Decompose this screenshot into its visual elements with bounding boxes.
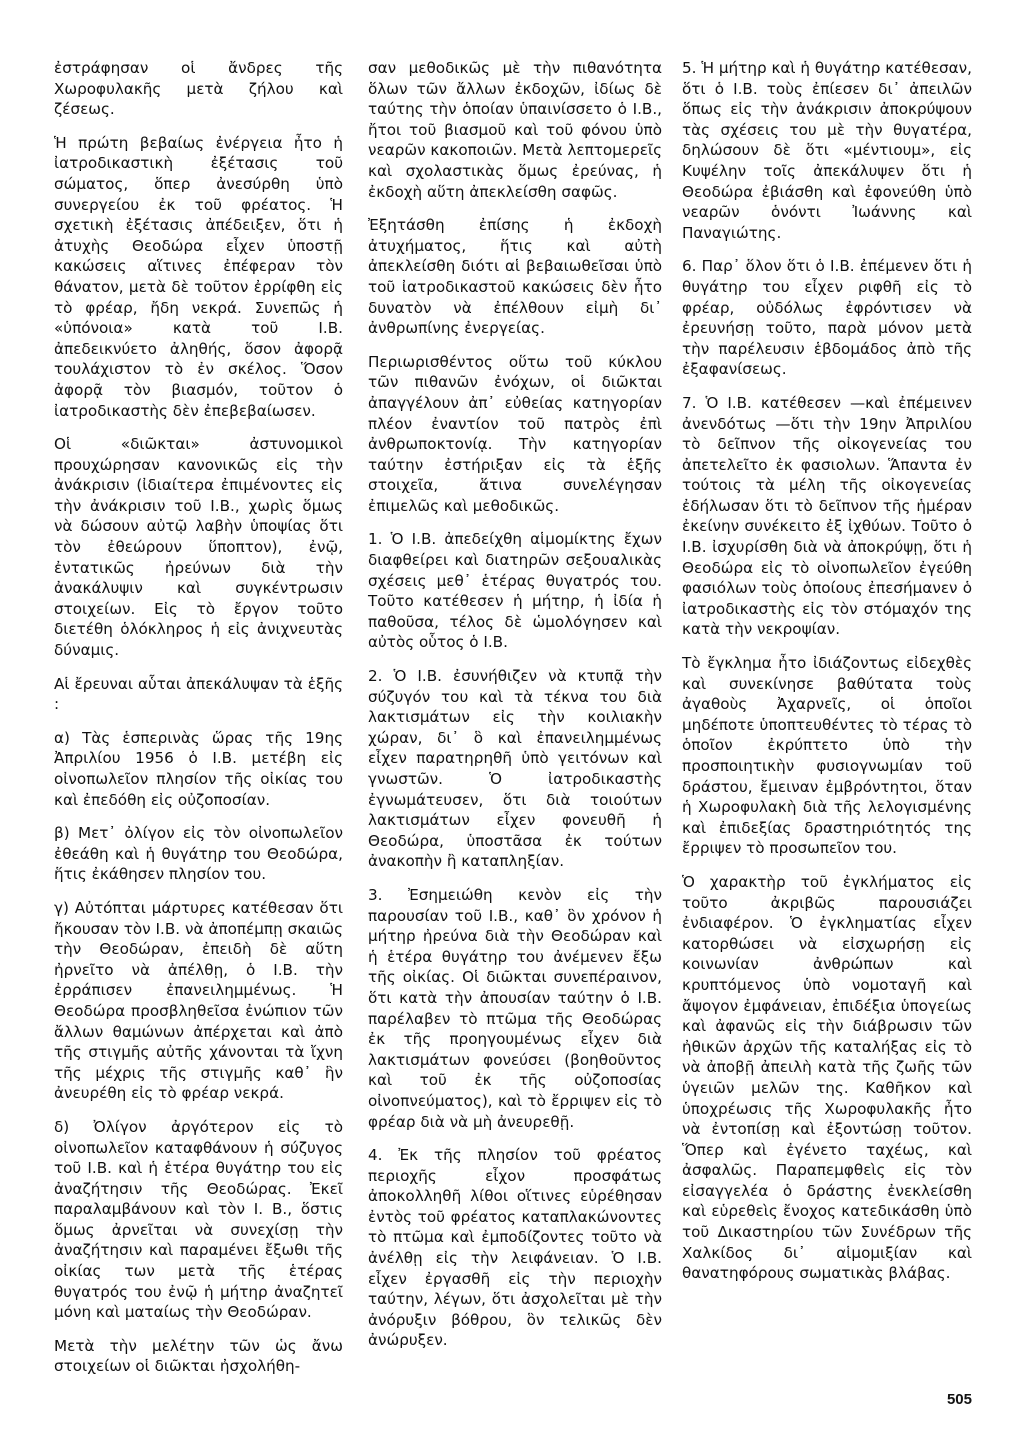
paragraph: σαν μεθοδικῶς μὲ τὴν πιθανότητα ὅλων τῶν ἄλλων ἐκδοχῶν, ἰδίως δὲ ταύτης τὴν ὁποίαν ὑπαινίσσετο ὁ Ι.Β., ἤτοι τοῦ βιασμοῦ καὶ τοῦ φόνου ὑπὸ νεαρῶν κακοποιῶν. Μετὰ λεπτομερεῖς καὶ σχολαστικὰς ὅμως ἐρεύνας, ἡ ἐκδοχὴ αὕτη ἀπεκλείσθη σαφῶς. bbox=[368, 59, 662, 201]
paragraph: δ) Ὀλίγον ἀργότερον εἰς τὸ οἰνοπωλεῖον καταφθάνουν ἡ σύζυγος τοῦ Ι.Β. καὶ ἡ ἑτέρα θυγάτηρ του εἰς ἀναζήτησιν τῆς Θεοδώρας. Ἐκεῖ παραλαμβάνουν καὶ τὸν Ι. Β., ὅστις ὅμως ἀρνεῖται νὰ συνεχίσῃ τὴν ἀναζήτησιν καὶ παραμένει ἔξωθι τῆς οἰκίας των μετὰ τῆς ἑτέρας θυγατρός του ἐνῷ ἡ μήτηρ ἀναζητεῖ μόνη καὶ ματαίως τὴν Θεοδώραν. bbox=[54, 1117, 343, 1322]
paragraph: 1. Ὁ Ι.Β. ἀπεδείχθη αἱμομίκτης ἔχων διαφθείρει καὶ διατηρῶν σεξουαλικὰς σχέσεις μεθ᾽ ἑτέρας θυγατρός του. Τοῦτο κατέθεσεν ἡ μήτηρ, ἡ ἰδία ἡ παθοῦσα, τέλος δὲ ὡμολόγησεν καὶ αὐτὸς οὗτος ὁ Ι.Β. bbox=[368, 530, 662, 652]
paragraph: β) Μετ᾽ ὀλίγον εἰς τὸν οἰνοπωλεῖον ἐθεάθη καὶ ἡ θυγάτηρ του Θεοδώρα, ἥτις ἐκάθησεν πλησίον του. bbox=[54, 824, 343, 884]
paragraph: 2. Ὁ Ι.Β. ἐσυνήθιζεν νὰ κτυπᾷ τὴν σύζυγόν του καὶ τὰ τέκνα του διὰ λακτισμάτων εἰς τὴν κοιλιακὴν χώραν, δι᾽ ὃ καὶ ἐπανειλημμένως εἶχεν παρατηρηθῆ ὑπὸ γειτόνων καὶ γνωστῶν. Ὁ ἰατροδικαστὴς ἐγνωμάτευσεν, ὅτι διὰ τοιούτων λακτισμάτων εἶχεν φονευθῆ ἡ Θεοδώρα, ὑποστᾶσα ἐκ τούτων ἀνακοπὴν ἢ καταπληξίαν. bbox=[368, 667, 662, 871]
paragraph: Ὁ χαρακτὴρ τοῦ ἐγκλήματος εἰς τοῦτο ἀκριβῶς παρουσιάζει ἐνδιαφέρον. Ὁ ἐγκληματίας εἶχεν κατορθώσει νὰ εἰσχωρήσῃ εἰς κοινωνίαν ἀνθρώπων καὶ κρυπτόμενος ὑπὸ νομοταγῆ καὶ ἄψογον ἐμφάνειαν, ἐπιδέξια ὑπογείως καὶ ἀφανῶς εἰς τὴν διάβρωσιν τῶν ἠθικῶν ἀρχῶν τῆς καταλήξας εἰς τὸ νὰ ἀποβῇ ἀπειλὴ κατὰ τῆς ζωῆς τῶν ὑγειῶν μελῶν της. Καθῆκον καὶ ὑποχρέωσις τῆς Χωροφυλακῆς ἦτο νὰ ἐντοπίσῃ καὶ ἐξοντώσῃ τοῦτον. Ὅπερ καὶ ἐγένετο ταχέως, καὶ ἀσφαλῶς. Παραπεμφθεὶς εἰς τὸν εἰσαγγελέα ὁ δράστης ἐνεκλείσθη καὶ εὑρεθεὶς ἔνοχος κατεδικάσθη ὑπὸ τοῦ Δικαστηρίου τῶν Συνέδρων τῆς Χαλκίδος δι᾽ αἱμομιξίαν καὶ θανατηφόρους σωματικὰς βλάβας. bbox=[682, 872, 972, 1283]
page-number: 505 bbox=[946, 1391, 972, 1408]
paragraph: 5. Ἡ μήτηρ καὶ ἡ θυγάτηρ κατέθεσαν, ὅτι ὁ Ι.Β. τοὺς ἐπίεσεν δι᾽ ἀπειλῶν ὅπως εἰς τὴν ἀνάκρισιν ἀποκρύψουν τὰς σχέσεις του μὲ τὴν θυγατέρα, δηλώσουν δὲ ὅτι «μέντιουμ», εἰς Κυψέλην τοῖς ἀπεκάλυψεν ὅτι ἡ Θεοδώρα ἐβιάσθη καὶ ἐφονεύθη ὑπὸ νεαρῶν ὁνόντι Ἰωάννης καὶ Παναγιώτης. bbox=[682, 59, 972, 242]
paragraph: ἐστράφησαν οἱ ἄνδρες τῆς Χωροφυλακῆς μετὰ ζήλου καὶ ζέσεως. bbox=[54, 59, 343, 119]
text-column-3 bbox=[682, 58, 972, 1297]
paragraph: 3. Ἐσημειώθη κενὸν εἰς τὴν παρουσίαν τοῦ Ι.Β., καθ᾽ ὃν χρόνον ἡ μήτηρ ἠρεύνα διὰ τὴν Θεοδώραν καὶ ἡ ἑτέρα θυγάτηρ του ἀνέμενεν ἔξω τῆς οἰκίας. Οἱ διῶκται συνεπέραινον, ὅτι κατὰ τὴν ἀπουσίαν ταύτην ὁ Ι.Β. παρέλαβεν τὸ πτῶμα τῆς Θεοδώρας ἐκ τῆς προηγουμένως εἶχεν διὰ λακτισμάτων φονεύσει (βοηθοῦντος καὶ τοῦ ἐκ τῆς οὐζοποσίας οἰνοπνεύματος), καὶ τὸ ἔρριψεν εἰς τὸ φρέαρ διὰ νὰ μὴ ἀνευρεθῇ. bbox=[368, 885, 662, 1131]
paragraph: 7. Ὁ Ι.Β. κατέθεσεν —καὶ ἐπέμεινεν ἀνενδότως —ὅτι τὴν 19ην Ἀπριλίου τὸ δεῖπνον τῆς οἰκογενείας του ἀπετελεῖτο ἐκ φασιολων. Ἅπαντα ἐν τούτοις τὰ μέλη τῆς οἰκογενείας ἐδήλωσαν ὅτι τὸ δεῖπνον τῆς ἡμέραν ἐκείνην συνέκειτο ἐξ ἰχθύων. Τοῦτο ὁ Ι.Β. ἰσχυρίσθη διὰ νὰ ἀποκρύψῃ, ὅτι ἡ Θεοδώρα εἰς τὸ οἰνοπωλεῖον ἐγεύθη φασιόλων τοὺς ὁποίους ἐπεσήμανεν ὁ ἰατροδικαστὴς εἰς τὸν στόμαχόν της κατὰ τὴν νεκροψίαν. bbox=[682, 393, 972, 639]
paragraph: Ἐξητάσθη ἐπίσης ἡ ἐκδοχὴ ἀτυχήματος, ἥτις καὶ αὐτὴ ἀπεκλείσθη διότι αἱ βεβαιωθεῖσαι ὑπὸ τοῦ ἰατροδικαστοῦ κακώσεις δὲν ἦτο δυνατὸν νὰ ἐπέλθουν εἰμὴ δι᾽ ἀνθρωπίνης ἐνεργείας. bbox=[368, 216, 662, 338]
paragraph: Οἱ «διῶκται» ἀστυνομικοὶ προυχώρησαν κανονικῶς εἰς τὴν ἀνάκρισιν (ἰδιαίτερα ἐπιμένοντες εἰς τὴν ἀνάκρισιν τοῦ Ι.Β., χωρὶς ὅμως νὰ δώσουν αὐτῷ λαβὴν ὑποψίας ὅτι τὸν ἐθεώρουν ὕποπτον), ἐνῷ, ἐντατικῶς ἠρεύνων διὰ τὴν ἀνακάλυψιν καὶ συγκέντρωσιν στοιχείων. Εἰς τὸ ἔργον τοῦτο διετέθη ὁλόκληρος ἡ εἰς ἀνιχνευτὰς δύναμις. bbox=[54, 435, 343, 660]
paragraph: Αἱ ἔρευναι αὗται ἀπεκάλυψαν τὰ ἑξῆς : bbox=[54, 674, 343, 714]
paragraph: γ) Αὐτόπται μάρτυρες κατέθεσαν ὅτι ἤκουσαν τὸν Ι.Β. νὰ ἀποπέμπῃ σκαιῶς τὴν Θεοδώραν, ἐπειδὴ δὲ αὕτη ἠρνεῖτο νὰ ἀπέλθῃ, ὁ Ι.Β. τὴν ἐρράπισεν ἐπανειλημμένως. Ἡ Θεοδώρα προσβληθεῖσα ἐνώπιον τῶν ἄλλων θαμώνων ἀπέρχεται καὶ ἀπὸ τῆς στιγμῆς αὐτῆς χάνονται τὰ ἴχνη τῆς μέχρις τῆς στιγμῆς καθ᾽ ἣν ἀνευρέθη εἰς τὸ φρέαρ νεκρά. bbox=[54, 898, 343, 1103]
text-column-2 bbox=[368, 58, 662, 1364]
paragraph: 6. Παρ᾽ ὅλον ὅτι ὁ Ι.Β. ἐπέμενεν ὅτι ἡ θυγάτηρ του εἶχεν ριφθῆ εἰς τὸ φρέαρ, οὐδόλως ἐφρόντισεν νὰ ἐρευνήσῃ τοῦτο, παρὰ μόνον μετὰ τὴν παρέλευσιν ἑβδομάδος ἀπὸ τῆς ἐξαφανίσεως. bbox=[682, 257, 972, 379]
paragraph: α) Τὰς ἑσπερινὰς ὥρας τῆς 19ης Ἀπριλίου 1956 ὁ Ι.Β. μετέβη εἰς οἰνοπωλεῖον πλησίον τῆς οἰκίας του καὶ ἐπεδόθη εἰς οὐζοποσίαν. bbox=[54, 728, 343, 809]
paragraph: 4. Ἐκ τῆς πλησίον τοῦ φρέατος περιοχῆς εἶχον προσφάτως ἀποκολληθῆ λίθοι οἵτινες εὑρέθησαν ἐντὸς τοῦ φρέατος καταπλακώνοντες τὸ πτῶμα καὶ ἐμποδίζοντες τοῦτο νὰ ἀνέλθῃ εἰς τὴν λειφάνειαν. Ὁ Ι.Β. εἶχεν ἐργασθῆ εἰς τὴν περιοχὴν ταύτην, λέγων, ὅτι ἀσχολεῖται μὲ τὴν ἀνόρυξιν βόθρου, ὃν τελικῶς δὲν ἀνώρυξεν. bbox=[368, 1146, 662, 1350]
paragraph: Ἡ πρώτη βεβαίως ἐνέργεια ἦτο ἡ ἰατροδικαστικὴ ἐξέτασις τοῦ σώματος, ὅπερ ἀνεσύρθη ὑπὸ συνεργείου ἐκ τοῦ φρέατος. Ἡ σχετικὴ ἐξέτασις ἀπέδειξεν, ὅτι ἡ ἀτυχὴς Θεοδώρα εἶχεν ὑποστῇ κακώσεις αἵτινες ἐπέφεραν τὸν θάνατον, μετὰ δὲ τοῦτον ἐρρίφθη εἰς τὸ φρέαρ, ἤδη νεκρά. Συνεπῶς ἡ «ὑπόνοια» κατὰ τοῦ Ι.Β. ἀπεδεικνύετο ἀληθής, ὅσον ἀφορᾷ τουλάχιστον τὸ ἐν σκέλος. Ὅσον ἀφορᾷ τὸν βιασμόν, τοῦτον ὁ ἰατροδικαστὴς δὲν ἐπεβεβαίωσεν. bbox=[54, 133, 343, 420]
paragraph: Τὸ ἔγκλημα ἦτο ἰδιάζοντως εἰδεχθὲς καὶ συνεκίνησε βαθύτατα τοὺς ἀγαθοὺς Ἀχαρνεῖς, οἱ ὁποῖοι μηδέποτε ὑποπτευθέντες τὸ τέρας τὸ ὁποῖον ἐκρύπτετο ὑπὸ τὴν προσποιητικὴν φυσιογνωμίαν τοῦ δράστου, ἔμειναν ἐμβρόντητοι, ὅταν ἡ Χωροφυλακὴ διὰ τῆς λελογισμένης καὶ ἐπιδεξίας δραστηριότητός της ἔρριψεν τὸ προσωπεῖον του. bbox=[682, 654, 972, 858]
paragraph: Περιωρισθέντος οὕτω τοῦ κύκλου τῶν πιθανῶν ἐνόχων, οἱ διῶκται ἀπαγγέλουν ἀπ᾽ εὐθείας κατηγορίαν πλέον ἐναντίον τοῦ πατρὸς ἐπὶ ἀνθρωποκτονίᾳ. Τὴν κατηγορίαν ταύτην ἐστήριξαν εἰς τὰ ἑξῆς στοιχεῖα, ἅτινα συνελέγησαν ἐπιμελῶς καὶ μεθοδικῶς. bbox=[368, 352, 662, 515]
text-column-1 bbox=[54, 58, 343, 1390]
paragraph: Μετὰ τὴν μελέτην τῶν ὡς ἄνω στοιχείων οἱ διῶκται ἠσχολήθη- bbox=[54, 1336, 343, 1376]
